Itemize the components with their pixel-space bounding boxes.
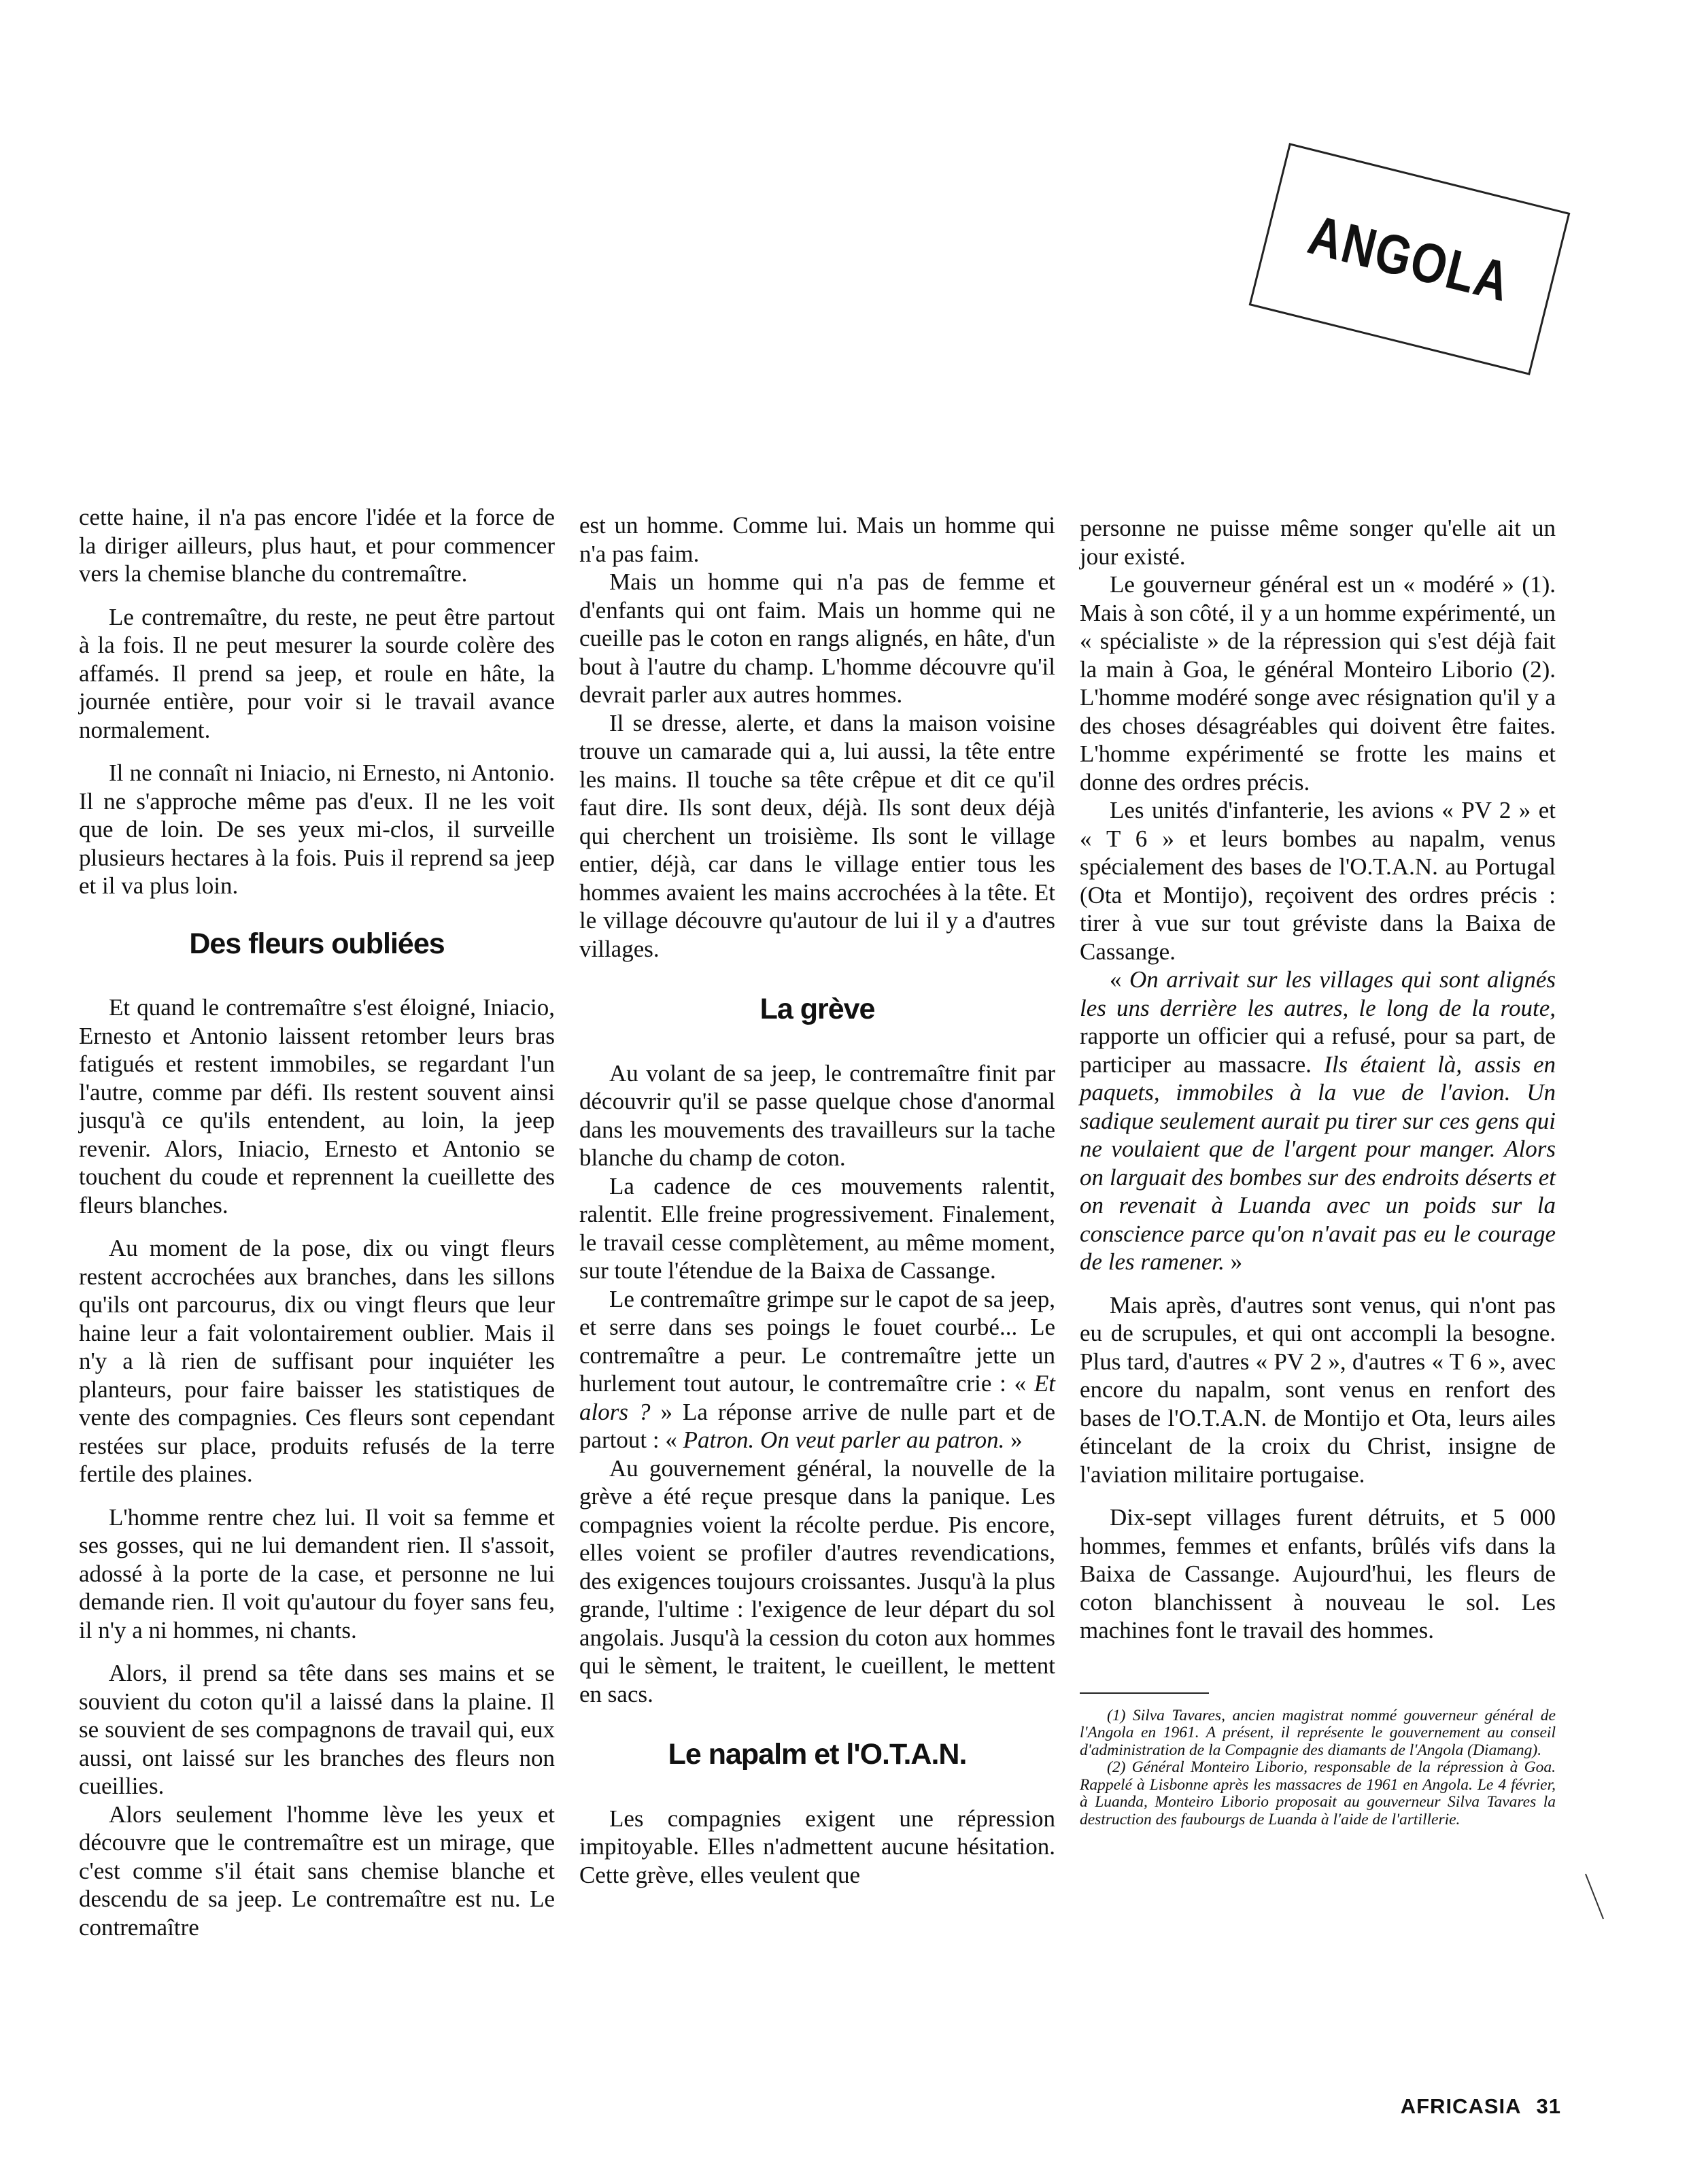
footnote: (2) Général Monteiro Liborio, responsable de la répression à Goa. Rappelé à Lisbonne après les massacres de 1961 en Angola. Le 4 février, à Luanda, Monteiro Liborio proposait au gouverneur Silva Tavares la destruction des faubourgs de Luanda à l'aide de l'artillerie.: [1080, 1758, 1556, 1828]
paragraph: Et quand le contremaître s'est éloigné, Iniacio, Ernesto et Antonio laissent retomber leurs bras fatigués et restent immobiles, se regardant l'un l'autre, comme par défi. Ils restent souvent ainsi jusqu'à ce qu'ils entendent, au loin, la jeep revenir. Alors, Iniacio, Ernesto et Antonio se touchent du coude et reprennent la cueillette des fleurs blanches.: [79, 994, 555, 1218]
quote-run: Patron. On veut parler au patron.: [683, 1427, 1005, 1453]
section-stamp: [1249, 143, 1571, 375]
paragraph: [1080, 966, 1556, 1276]
paragraph: personne ne puisse même songer qu'elle ait un jour existé.: [1080, 515, 1556, 570]
paragraph: La cadence de ces mouvements ralentit, ralentit. Elle freine progressivement. Finalement, le travail cesse complètement, au même moment, sur toute l'étendue de la Baixa de Cassange.: [579, 1172, 1055, 1284]
text-run: rapporte un officier qui a refusé, pour sa part, de participer au massacre.: [1080, 1023, 1556, 1078]
stray-mark-icon: [1583, 1871, 1610, 1926]
text-run: «: [1110, 966, 1122, 993]
text-run: »: [1010, 1427, 1023, 1453]
paragraph: [579, 1285, 1055, 1454]
paragraph: Au gouvernement général, la nouvelle de la grève a été reçue presque dans la panique. Les compagnies voient la récolte perdue. Pis encore, elles voient se profiler d'autres revendications, des exigences toujours croissantes. Jusqu'à la plus grande, l'ultime : l'exigence de leur départ du sol angolais. Jusqu'à la cession du coton aux hommes qui le sèment, le traitent, le cueillent, le mettent en sacs.: [579, 1454, 1055, 1707]
paragraph: Les unités d'infanterie, les avions « PV 2 » et « T 6 » et leurs bombes au napalm, venus spécialement des bases de l'O.T.A.N. au Portugal (Ota et Montijo), reçoivent des ordres précis : tirer à vue sur tout gréviste dans la Baixa de Cassange.: [1080, 797, 1556, 965]
paragraph: L'homme rentre chez lui. Il voit sa femme et ses gosses, qui ne lui demandent rien. Il s'assoit, adossé à la porte de la case, et personne ne lui demande rien. Il voit qu'autour du foyer sans feu, il n'y a ni hommes, ni chants.: [79, 1503, 555, 1643]
section-heading: Le napalm et l'O.T.A.N.: [668, 1738, 967, 1771]
paragraph: Alors, il prend sa tête dans ses mains et se souvient du coton qu'il a laissé dans la plaine. Il se souvient de ses compagnons de travail qui, eux aussi, ont laissé sur les branches des fleurs non cueillies.: [79, 1660, 555, 1799]
paragraph: Il se dresse, alerte, et dans la maison voisine trouve un camarade qui a, lui aussi, la tête entre les mains. Il touche sa tête crêpue et dit ce qu'il faut dire. Ils sont deux, déjà. Ils sont deux déjà qui cherchent un troisième. Ils sont le village entier, déjà, car dans le village entier tous les hommes avaient les mains accrochées à la tête. Et le village découvre qu'autour de lui il y a d'autres villages.: [579, 709, 1055, 962]
section-heading: Des fleurs oubliées: [189, 927, 445, 960]
page-number: 31: [1536, 2094, 1561, 2118]
quote-run: Ils étaient là, assis en paquets, immobiles à la vue de l'avion. Un sadique seulement aurait pu tirer sur ces gens qui ne voulaient que de l'argent pour manger. Alors on larguait des bombes sur des endroits déserts et on revenait à Luanda avec un poids sur la conscience parce qu'on n'avait pas eu le courage de les ramener.: [1080, 1051, 1556, 1275]
paragraph: Au moment de la pose, dix ou vingt fleurs restent accrochées aux branches, dans les sillons qu'ils ont parcourus, dix ou vingt fleurs que leur haine leur a fait volontairement oublier. Mais il n'y a là rien de suffisant pour inquiéter les planteurs, pour faire baisser les statistiques de vente des compagnies. Ces fleurs sont cependant restées sur place, produits refusés de la terre fertile des plaines.: [79, 1235, 555, 1487]
quote-run: Et alors ?: [579, 1370, 1055, 1425]
paragraph: Le gouverneur général est un « modéré » (1). Mais à son côté, il y a un homme expérimenté, un « spécialiste » de la répression qui s'est déjà fait la main à Goa, le général Monteiro Liborio (2). L'homme modéré songe avec résignation qu'il y a des choses désagréables qui doivent être faites. L'homme expérimenté se frotte les mains et donne des ordres précis.: [1080, 571, 1556, 796]
article-column-1: [79, 503, 555, 1956]
paragraph: cette haine, il n'a pas encore l'idée et la force de la diriger ailleurs, plus haut, et pour commencer vers la chemise blanche du contremaître.: [79, 504, 555, 587]
page-footer: [1401, 2094, 1561, 2119]
footnote-divider: [1080, 1692, 1209, 1694]
paragraph: Mais un homme qui n'a pas de femme et d'enfants qui ont faim. Mais un homme qui ne cueille pas le coton en rangs alignés, en hâte, d'un bout à l'autre du champ. L'homme découvre qu'il devrait parler aux autres hommes.: [579, 568, 1055, 708]
magazine-name: AFRICASIA: [1400, 2094, 1522, 2118]
text-run: » La réponse arrive de nulle part et de partout : «: [579, 1398, 1056, 1453]
paragraph: Le contremaître, du reste, ne peut être partout à la fois. Il ne peut mesurer la sourde colère des affamés. Il prend sa jeep, et roule en hâte, la journée entière, pour voir si le travail avance normalement.: [79, 603, 555, 743]
article-column-2: [579, 511, 1055, 1904]
paragraph: Dix-sept villages furent détruits, et 5 000 hommes, femmes et enfants, brûlés vifs dans la Baixa de Cassange. Aujourd'hui, les fleurs de coton blanchissent à nouveau le sol. Les machines font le travail des hommes.: [1080, 1504, 1556, 1643]
footnotes: [1080, 1707, 1556, 1829]
quote-run: On arrivait sur les villages qui sont alignés les uns derrière les autres, le long de la route,: [1080, 966, 1556, 1021]
paragraph: Au volant de sa jeep, le contremaître finit par découvrir qu'il se passe quelque chose d'anormal dans les mouvements des travailleurs sur la tache blanche du champ de coton.: [579, 1059, 1055, 1171]
text-run: Le contremaître grimpe sur le capot de sa jeep, et serre dans ses poings le fouet courbé... Le contremaître a peur. Le contremaître jette un hurlement tout autour, le contremaître crie : «: [579, 1285, 1055, 1397]
article-column-3: [1080, 514, 1556, 1828]
text-run: »: [1230, 1248, 1243, 1275]
section-tag: ANGOLA: [1302, 203, 1517, 314]
paragraph: Alors seulement l'homme lève les yeux et découvre que le contremaître est un mirage, que c'est comme s'il était sans chemise blanche et descendu de sa jeep. Le contremaître est nu. Le contremaître: [79, 1801, 555, 1941]
footnote: (1) Silva Tavares, ancien magistrat nommé gouverneur général de l'Angola en 1961. A présent, il représente le gouvernement au conseil d'administration de la Compagnie des diamants de l'Angola (Diamang).: [1080, 1706, 1556, 1759]
paragraph: est un homme. Comme lui. Mais un homme qui n'a pas faim.: [579, 512, 1055, 567]
paragraph: Les compagnies exigent une répression impitoyable. Elles n'admettent aucune hésitation. Cette grève, elles veulent que: [579, 1805, 1055, 1888]
paragraph: Mais après, d'autres sont venus, qui n'ont pas eu de scrupules, et qui ont accompli la besogne. Plus tard, d'autres « PV 2 », d'autres « T 6 », avec encore du napalm, sont venus en renfort des bases de l'O.T.A.N. de Montijo et Ota, leurs ailes étincelant de la croix du Christ, insigne de l'aviation militaire portugaise.: [1080, 1291, 1556, 1488]
paragraph: Il ne connaît ni Iniacio, ni Ernesto, ni Antonio. Il ne s'approche même pas d'eux. Il ne les voit que de loin. De ses yeux mi-clos, il surveille plusieurs hectares à la fois. Puis il reprend sa jeep et il va plus loin.: [79, 760, 555, 899]
section-heading: La grève: [759, 993, 875, 1025]
